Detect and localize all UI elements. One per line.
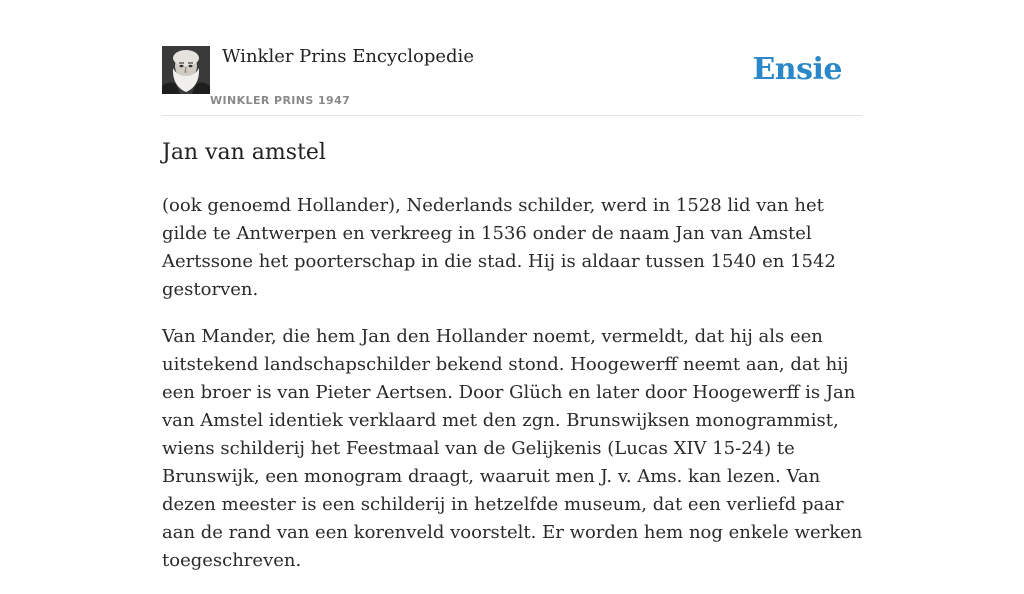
article-paragraph: (ook genoemd Hollander), Nederlands schilder, werd in 1528 lid van het gilde te Antwerpen en verkreeg in 1536 onder de naam Jan van Amstel Aertssone het poorterschap in die stad. Hij is aldaar tussen 1540 en 1542 gestorven.: [162, 195, 836, 300]
site-subtitle[interactable]: WINKLER PRINS 1947: [210, 94, 351, 107]
article-title: Jan van amstel: [162, 140, 326, 165]
site-header: [162, 46, 862, 116]
article-body: [162, 192, 867, 594]
brand-logo[interactable]: Ensie: [752, 52, 842, 87]
article-paragraph: Van Mander, die hem Jan den Hollander noemt, vermeldt, dat hij als een uitstekend landschapschilder bekend stond. Hoogewerff neemt aan, dat hij een broer is van Pieter Aertsen. Door Glüch en later door Hoogewerff is Jan van Amstel identiek verklaard met den zgn. Brunswijksen monogrammist, wiens schilderij het Feestmaal van de Gelijkenis (Lucas XIV 15-24) te Brunswijk, een monogram draagt, waaruit men J. v. Ams. kan lezen. Van dezen meester is een schilderij in hetzelfde museum, dat een verliefd paar aan de rand van een korenveld voorstelt. Er worden hem nog enkele werken toegeschreven.: [162, 326, 863, 571]
avatar[interactable]: [162, 46, 210, 94]
site-title[interactable]: Winkler Prins Encyclopedie: [222, 46, 474, 67]
bearded-man-portrait-icon: [162, 46, 210, 94]
